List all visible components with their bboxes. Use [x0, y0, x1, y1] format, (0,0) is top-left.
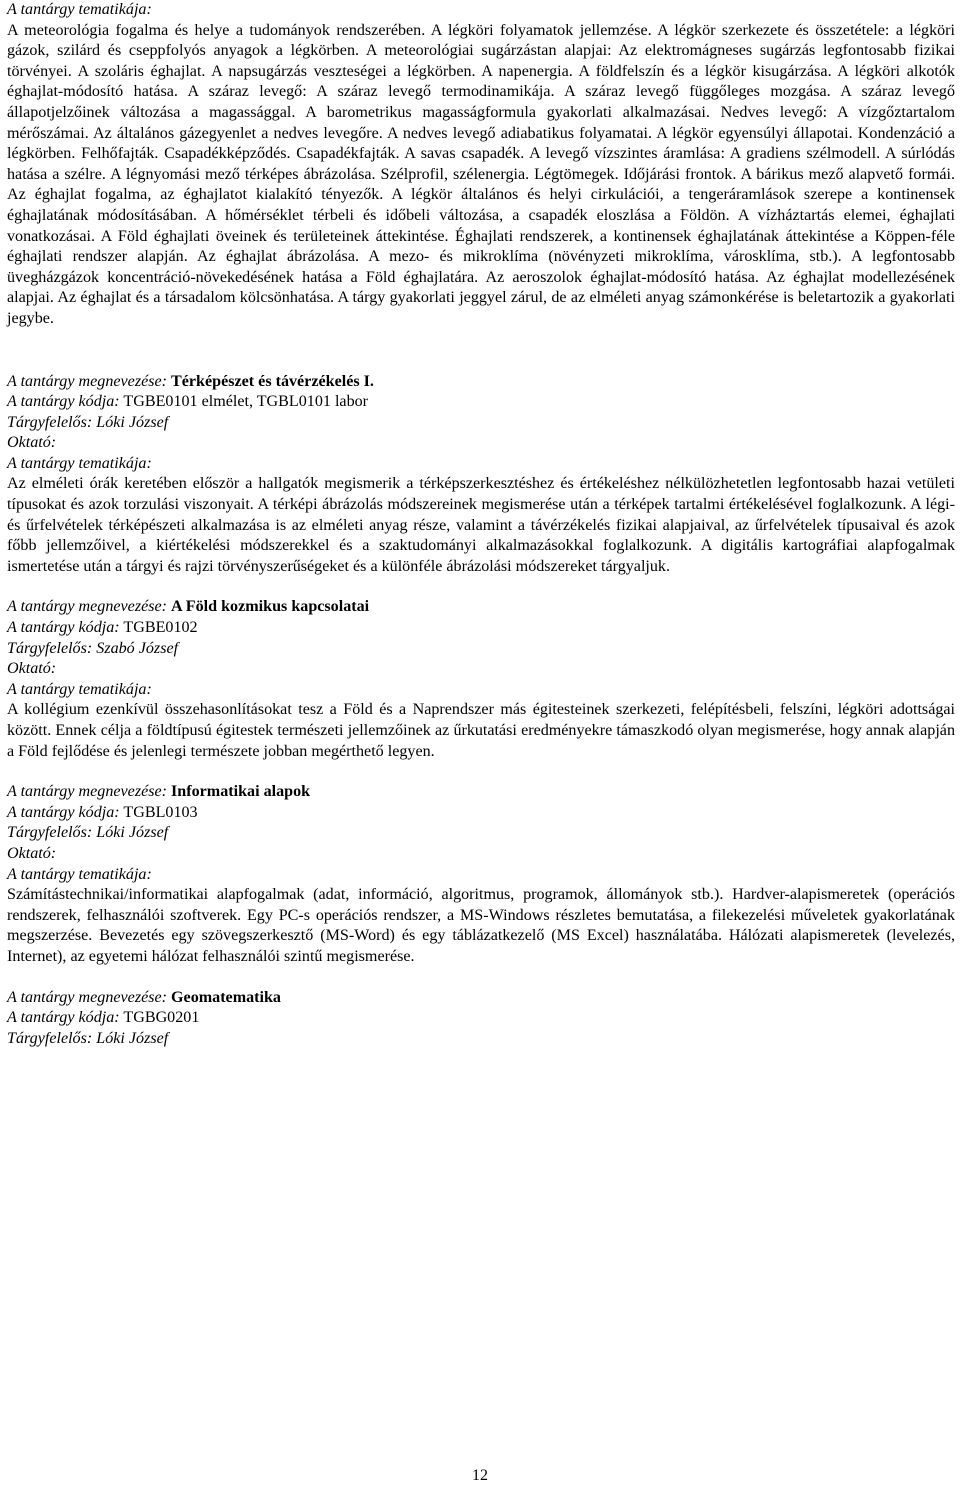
course-code-line: [7, 803, 955, 824]
page-number: 12: [472, 1467, 488, 1484]
course-topic-text: A kollégium ezenkívül összehasonlításokat tesz a Föld és a Naprendszer más égitesteinek szerkezeti, felépítésbeli, felszíni, légköri adottságai között. Ennek célja a földtípusú égitestek természeti jellemzőinek az űrkutatási eredményekre támaszkodó olyan megismerése, hogy annak alapján a Föld fejlődése és jelenlegi természete jobban megérthető legyen.: [7, 701, 955, 760]
course-name: A Föld kozmikus kapcsolatai: [171, 598, 370, 616]
course-code-line: [7, 618, 955, 639]
course-topic-label: A tantárgy tematikája:: [7, 865, 152, 883]
course-name-line: [7, 597, 955, 618]
course-code: TGBL0103: [123, 803, 198, 821]
course-name: Informatikai alapok: [171, 783, 311, 801]
course-responsible-line: [7, 1029, 955, 1050]
course-teacher-label: Oktató:: [7, 434, 57, 452]
course-name: Geomatematika: [171, 988, 281, 1006]
intro-topic-label: A tantárgy tematikája:: [7, 1, 152, 18]
course-topic-label: A tantárgy tematikája:: [7, 454, 152, 472]
course-topic-text: Számítástechnikai/informatikai alapfogalmak (adat, információ, algoritmus, programok, állományok stb.). Hardver-alapismeretek (operációs rendszerek, felhasználói szoftverek. Egy PC-s operációs rendszer, a MS-Windows részletes bemutatása, a filekezelési műveletek gyakorlatának megszerzése. Bevezetés egy szövegszerkesztő (MS-Word) és egy táblázatkezelő (MS Excel) használatába. Hálózati alapismeretek (levelezés, Internet), az egyetemi hálózat felhasználói szintű megismerése.: [7, 886, 955, 965]
course-responsible-line: [7, 823, 955, 844]
course-block-geomatematika: [7, 988, 955, 1050]
course-teacher-line: [7, 844, 955, 865]
course-teacher-line: [7, 659, 955, 680]
course-block-terkepeszet: [7, 372, 955, 578]
document-page: [7, 0, 955, 1049]
course-name-label: A tantárgy megnevezése:: [7, 372, 167, 390]
course-block-informatikai-alapok: [7, 782, 955, 967]
course-name-label: A tantárgy megnevezése:: [7, 598, 167, 616]
course-responsible-label: Tárgyfelelős:: [7, 1029, 93, 1047]
course-topic-label-line: [7, 454, 955, 475]
course-code-label: A tantárgy kódja:: [7, 619, 120, 637]
course-code-line: [7, 392, 955, 413]
course-responsible-label: Tárgyfelelős:: [7, 413, 93, 431]
course-block-fold-kozmikus: [7, 597, 955, 762]
course-topic-text: Az elméleti órák keretében először a hallgatók megismerik a térképszerkesztéshez és értékeléshez nélkülözhetetlen legfontosabb hazai vetületi típusokat és azok torzulási viszonyait. A térképi ábrázolás módszereinek megismerése után a térképek tartalmi értékelésével foglalkozunk. A légi- és űrfelvételek térképészeti alkalmazása is az elméleti anyag része, valamint a távérzékelés fizikai alapjaival, az űrfelvételek típusaival és azok főbb jellemzőivel, a kiértékelési módszerekkel és a szaktudományi alkalmazásokkal foglalkozunk. A digitális kartográfiai alapfogalmak ismertetése után a tárgyi és rajzi törvényszerűségeket és a különféle ábrázolási módszereket tárgyaljuk.: [7, 475, 955, 575]
course-code-line: [7, 1008, 955, 1029]
course-code: TGBE0101 elmélet, TGBL0101 labor: [123, 393, 369, 411]
course-code-label: A tantárgy kódja:: [7, 1009, 120, 1027]
course-topic-label-line: [7, 865, 955, 886]
course-code: TGBG0201: [123, 1009, 200, 1027]
course-name-label: A tantárgy megnevezése:: [7, 783, 167, 801]
course-teacher-label: Oktató:: [7, 660, 57, 678]
course-name-line: [7, 782, 955, 803]
course-name-line: [7, 372, 955, 393]
course-name: Térképészet és távérzékelés I.: [171, 372, 374, 390]
course-responsible: Lóki József: [96, 1029, 169, 1047]
course-responsible-label: Tárgyfelelős:: [7, 824, 93, 842]
intro-topic-text: A meteorológia fogalma és helye a tudományok rendszerében. A légköri folyamatok jellemzése. A légkör szerkezete és összetétele: a légköri gázok, szilárd és cseppfolyós anyagok a légkörben. A meteorológiai sugárzástan alapjai: Az elektromágneses sugárzás legfontosabb fizikai törvényei. A szoláris éghajlat. A napsugárzás veszteségei a légkörben. A napenergia. A földfelszín és a légkör kisugárzása. A légköri alkotók éghajlat-módosító hatása. A száraz levegő: A száraz levegő termodinamikája. A száraz levegő függőleges mozgása. A száraz levegő állapotjelzőinek változása a magassággal. A barometrikus magasságformula gyakorlati alkalmazásai. Nedves levegő: A vízgőztartalom mérőszámai. Az általános gázegyenlet a nedves levegőre. A nedves levegő adiabatikus folyamatai. A légkör egyensúlyi állapotai. Kondenzáció a légkörben. Felhőfajták. Csapadékképződés. Csapadékfajták. A savas csapadék. A levegő vízszintes áramlása: A gradiens szélmodell. A súrlódás hatása a szélre. A légnyomási mező térképes ábrázolása. Szélprofil, szélenergia. Légtömegek. Időjárási frontok. A bárikus mező alapvető formái. Az éghajlat fogalma, az éghajlatot kialakító tényezők. A légkör általános és helyi cirkulációi, a tengeráramlások szerepe a kontinensek éghajlatának módosításában. A hőmérséklet térbeli és időbeli változása, a csapadék eloszlása a Földön. A vízháztartás elemei, éghajlati vonatkozásai. A Föld éghajlati öveinek és területeinek áttekintése. Éghajlati rendszerek, a kontinensek éghajlatának áttekintése a Köppen-féle éghajlati rendszer alapján. Az éghajlat ábrázolása. A mezo- és mikroklíma (növényzeti mikroklíma, városklíma, stb.). A legfontosabb üvegházgázok koncentráció-növekedésének hatása a Föld éghajlatára. Az aeroszolok éghajlat-módosító hatása. Az éghajlat modellezésének alapjai. Az éghajlat és a társadalom kölcsönhatása. A tárgy gyakorlati jeggyel zárul, de az elméleti anyag számonkérése is beletartozik a gyakorlati jegybe.: [7, 21, 955, 327]
course-responsible-line: [7, 413, 955, 434]
course-name-label: A tantárgy megnevezése:: [7, 988, 167, 1006]
course-responsible: Lóki József: [96, 413, 169, 431]
course-topic-label-line: [7, 680, 955, 701]
course-code-label: A tantárgy kódja:: [7, 803, 120, 821]
course-responsible-label: Tárgyfelelős:: [7, 639, 93, 657]
course-code-label: A tantárgy kódja:: [7, 393, 120, 411]
course-responsible-line: [7, 639, 955, 660]
course-topic-label: A tantárgy tematikája:: [7, 680, 152, 698]
course-teacher-line: [7, 433, 955, 454]
course-code: TGBE0102: [123, 619, 198, 637]
course-name-line: [7, 988, 955, 1009]
course-responsible: Lóki József: [96, 824, 169, 842]
course-responsible: Szabó József: [96, 639, 179, 657]
course-teacher-label: Oktató:: [7, 844, 57, 862]
